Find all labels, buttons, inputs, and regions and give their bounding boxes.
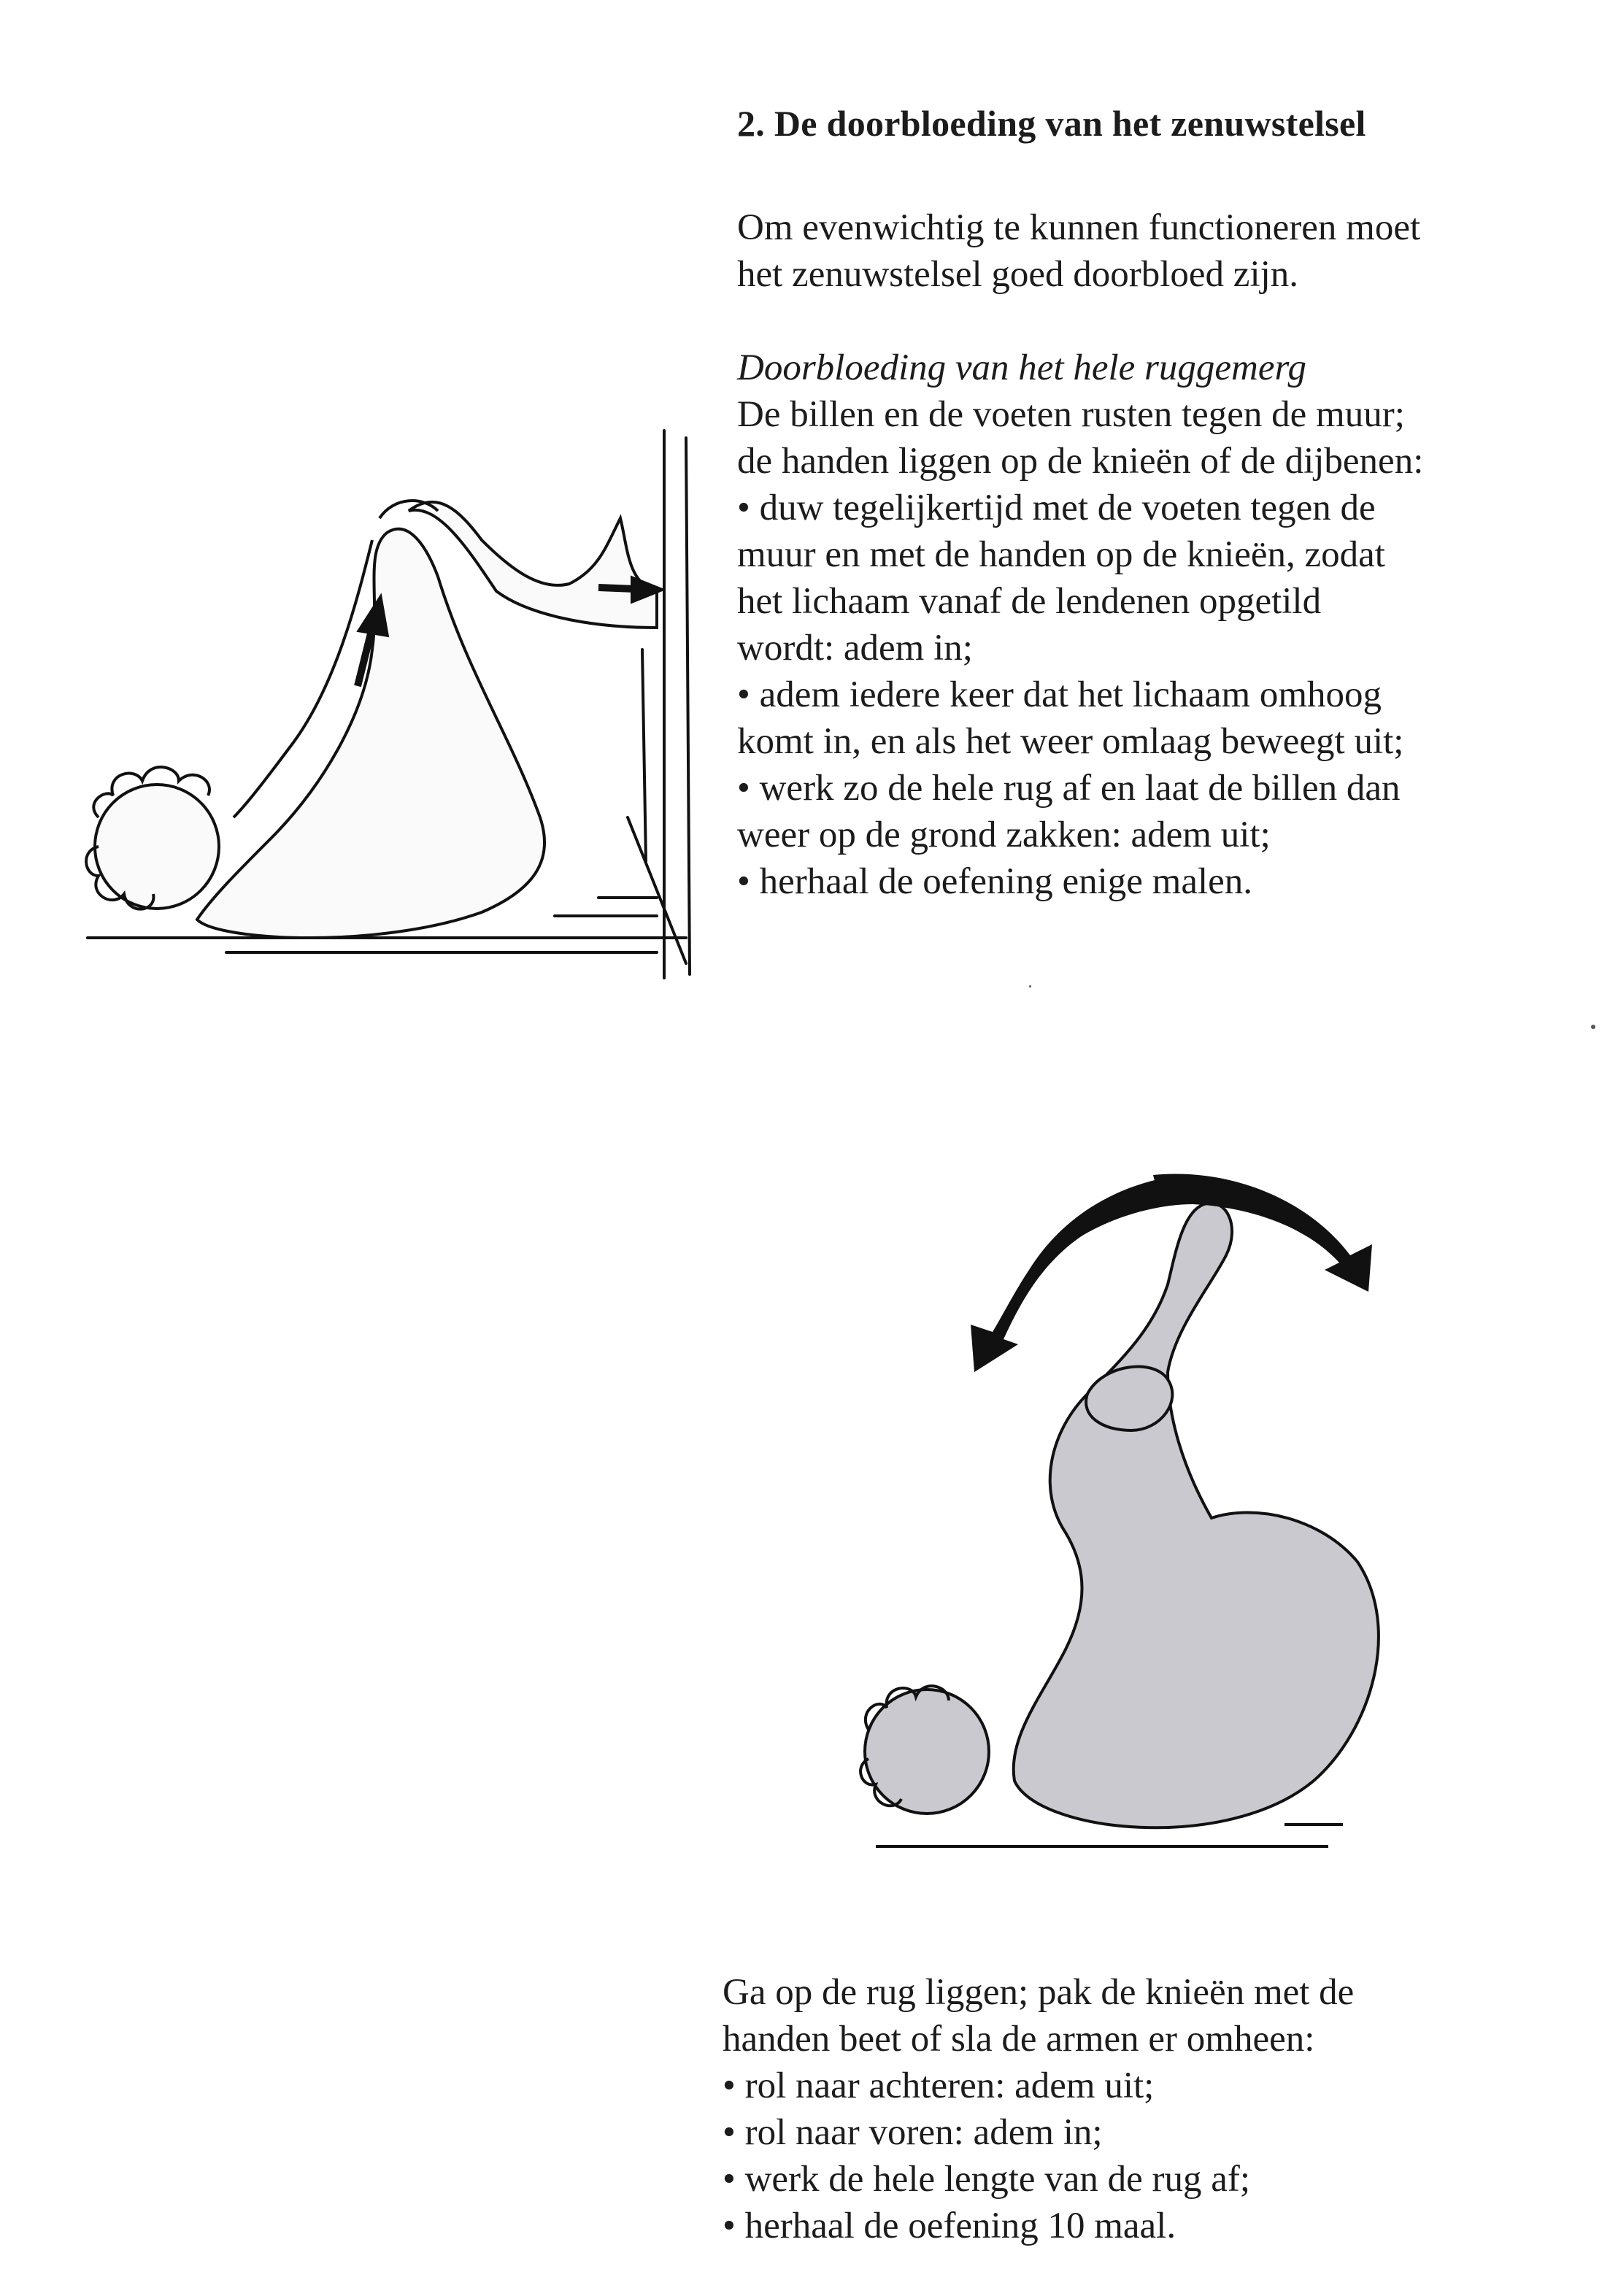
body-outline: [197, 529, 544, 938]
instruction-line: het lichaam vanaf de lendenen opgetild: [737, 581, 1322, 622]
instruction-line: • herhaal de oefening 10 maal.: [723, 2206, 1176, 2246]
scan-speck: [1029, 985, 1031, 987]
head: [860, 1686, 989, 1814]
instruction-line: de handen liggen op de knieën of de dijbenen:: [737, 441, 1424, 482]
instruction-line: weer op de grond zakken: adem uit;: [737, 814, 1271, 855]
hands: [1086, 1367, 1172, 1430]
section-heading: 2. De doorbloeding van het zenuwstelsel: [737, 103, 1366, 144]
instruction-line: De billen en de voeten rusten tegen de muur;: [737, 394, 1405, 435]
instruction-line: komt in, en als het weer omlaag beweegt uit;: [737, 721, 1404, 762]
instruction-line: • werk de hele lengte van de rug af;: [723, 2159, 1251, 2200]
instruction-line: wordt: adem in;: [737, 628, 973, 669]
instruction-line: • herhaal de oefening enige malen.: [737, 861, 1253, 902]
exercise-2-instructions: [723, 1969, 1525, 2249]
intro-line: Om evenwichtig te kunnen functioneren moet: [737, 207, 1421, 248]
arrow-right-icon: [598, 588, 635, 589]
floor-line: [876, 1825, 1343, 1846]
wall-exercise-illustration: [29, 409, 708, 985]
instruction-line: • rol naar achteren: adem uit;: [723, 2065, 1155, 2106]
instruction-line: • rol naar voren: adem in;: [723, 2112, 1103, 2153]
instruction-line: muur en met de handen op de knieën, zodat: [737, 534, 1385, 575]
instruction-line: • duw tegelijkertijd met de voeten tegen de: [737, 488, 1376, 528]
intro-line: het zenuwstelsel goed doorbloed zijn.: [737, 254, 1299, 295]
head: [86, 767, 219, 909]
instruction-line: Ga op de rug liggen; pak de knieën met de: [723, 1972, 1355, 2013]
intro-paragraph: [737, 204, 1533, 298]
exercise-1-instructions: [737, 344, 1533, 905]
wall-line: [686, 438, 690, 974]
exercise-1-subtitle: Doorbloeding van het hele ruggemerg: [737, 347, 1306, 388]
scan-speck: [1591, 1025, 1595, 1029]
instruction-line: handen beet of sla de armen er omheen:: [723, 2019, 1315, 2060]
body-outline: [1014, 1203, 1379, 1827]
instruction-line: • adem iedere keer dat het lichaam omhoog: [737, 674, 1382, 715]
instruction-line: • werk zo de hele rug af en laat de billen dan: [737, 768, 1401, 809]
rolling-exercise-illustration: [847, 1153, 1430, 1883]
